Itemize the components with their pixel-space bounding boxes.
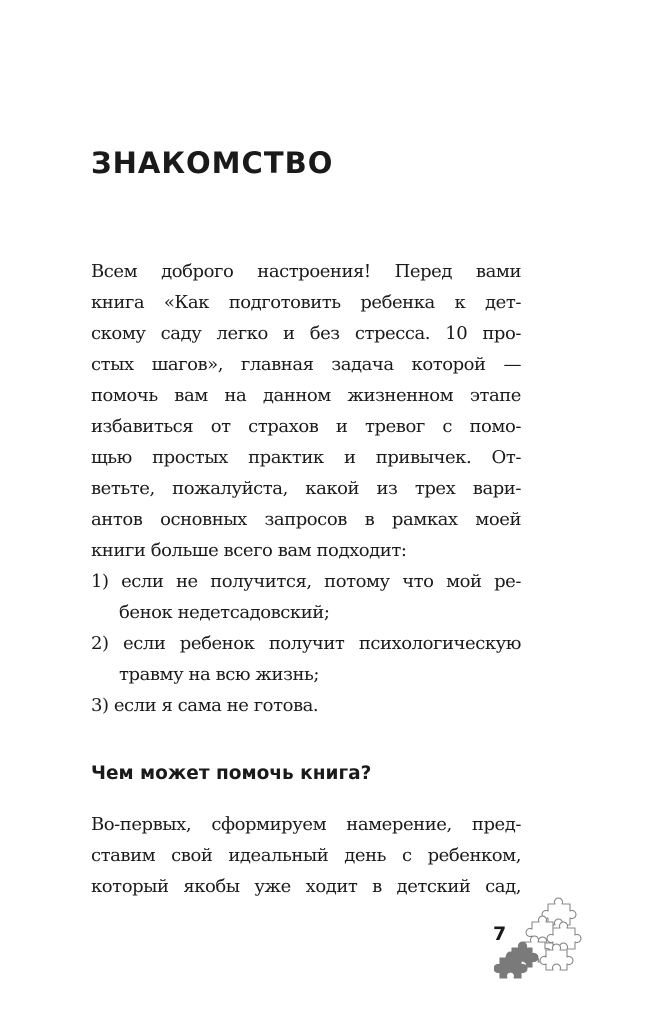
intro-line: избавиться от страхов и тревог с помо- <box>91 416 521 437</box>
list-item <box>91 566 521 628</box>
section-heading: Чем может помочь книга? <box>91 763 372 784</box>
intro-line: стых шагов», главная задача которой — <box>91 354 521 375</box>
intro-line: антов основных запросов в рамках моей <box>91 509 521 530</box>
intro-line: ветьте, пожалуйста, какой из трех вари- <box>91 478 521 499</box>
body-line: ставим свой идеальный день с ребенком, <box>91 845 521 866</box>
list-item-text: травму на всю жизнь; <box>119 664 319 685</box>
list-item-text: 1) если не получится, потому что мой ре- <box>91 571 521 592</box>
list-item-text: бенок недетсадовский; <box>119 602 330 623</box>
intro-line: щью простых практик и привычек. От- <box>91 447 521 468</box>
list-item-text: 2) если ребенок получит психологическую <box>91 633 521 654</box>
intro-line: книги больше всего вам подходит: <box>91 540 407 561</box>
intro-line: Всем доброго настроения! Перед вами <box>91 261 521 282</box>
chapter-title: ЗНАКОМСТВО <box>91 146 334 180</box>
body-line: который якобы уже ходит в детский сад, <box>91 876 521 897</box>
list-item-text: 3) если я сама не готова. <box>91 695 319 716</box>
page-number: 7 <box>493 923 507 945</box>
intro-line: помочь вам на данном жизненном этапе <box>91 385 521 406</box>
intro-paragraph <box>91 256 521 721</box>
intro-line: скому саду легко и без стресса. 10 про- <box>91 323 521 344</box>
body-line: Во-первых, сформируем намерение, пред- <box>91 814 521 835</box>
intro-line: книга «Как подготовить ребенка к дет- <box>91 292 521 313</box>
list-item <box>91 690 521 721</box>
body-paragraph <box>91 809 521 902</box>
list-item <box>91 628 521 690</box>
puzzle-piece-light <box>542 898 576 925</box>
puzzle-pieces-icon <box>494 896 584 986</box>
options-list <box>91 566 521 721</box>
